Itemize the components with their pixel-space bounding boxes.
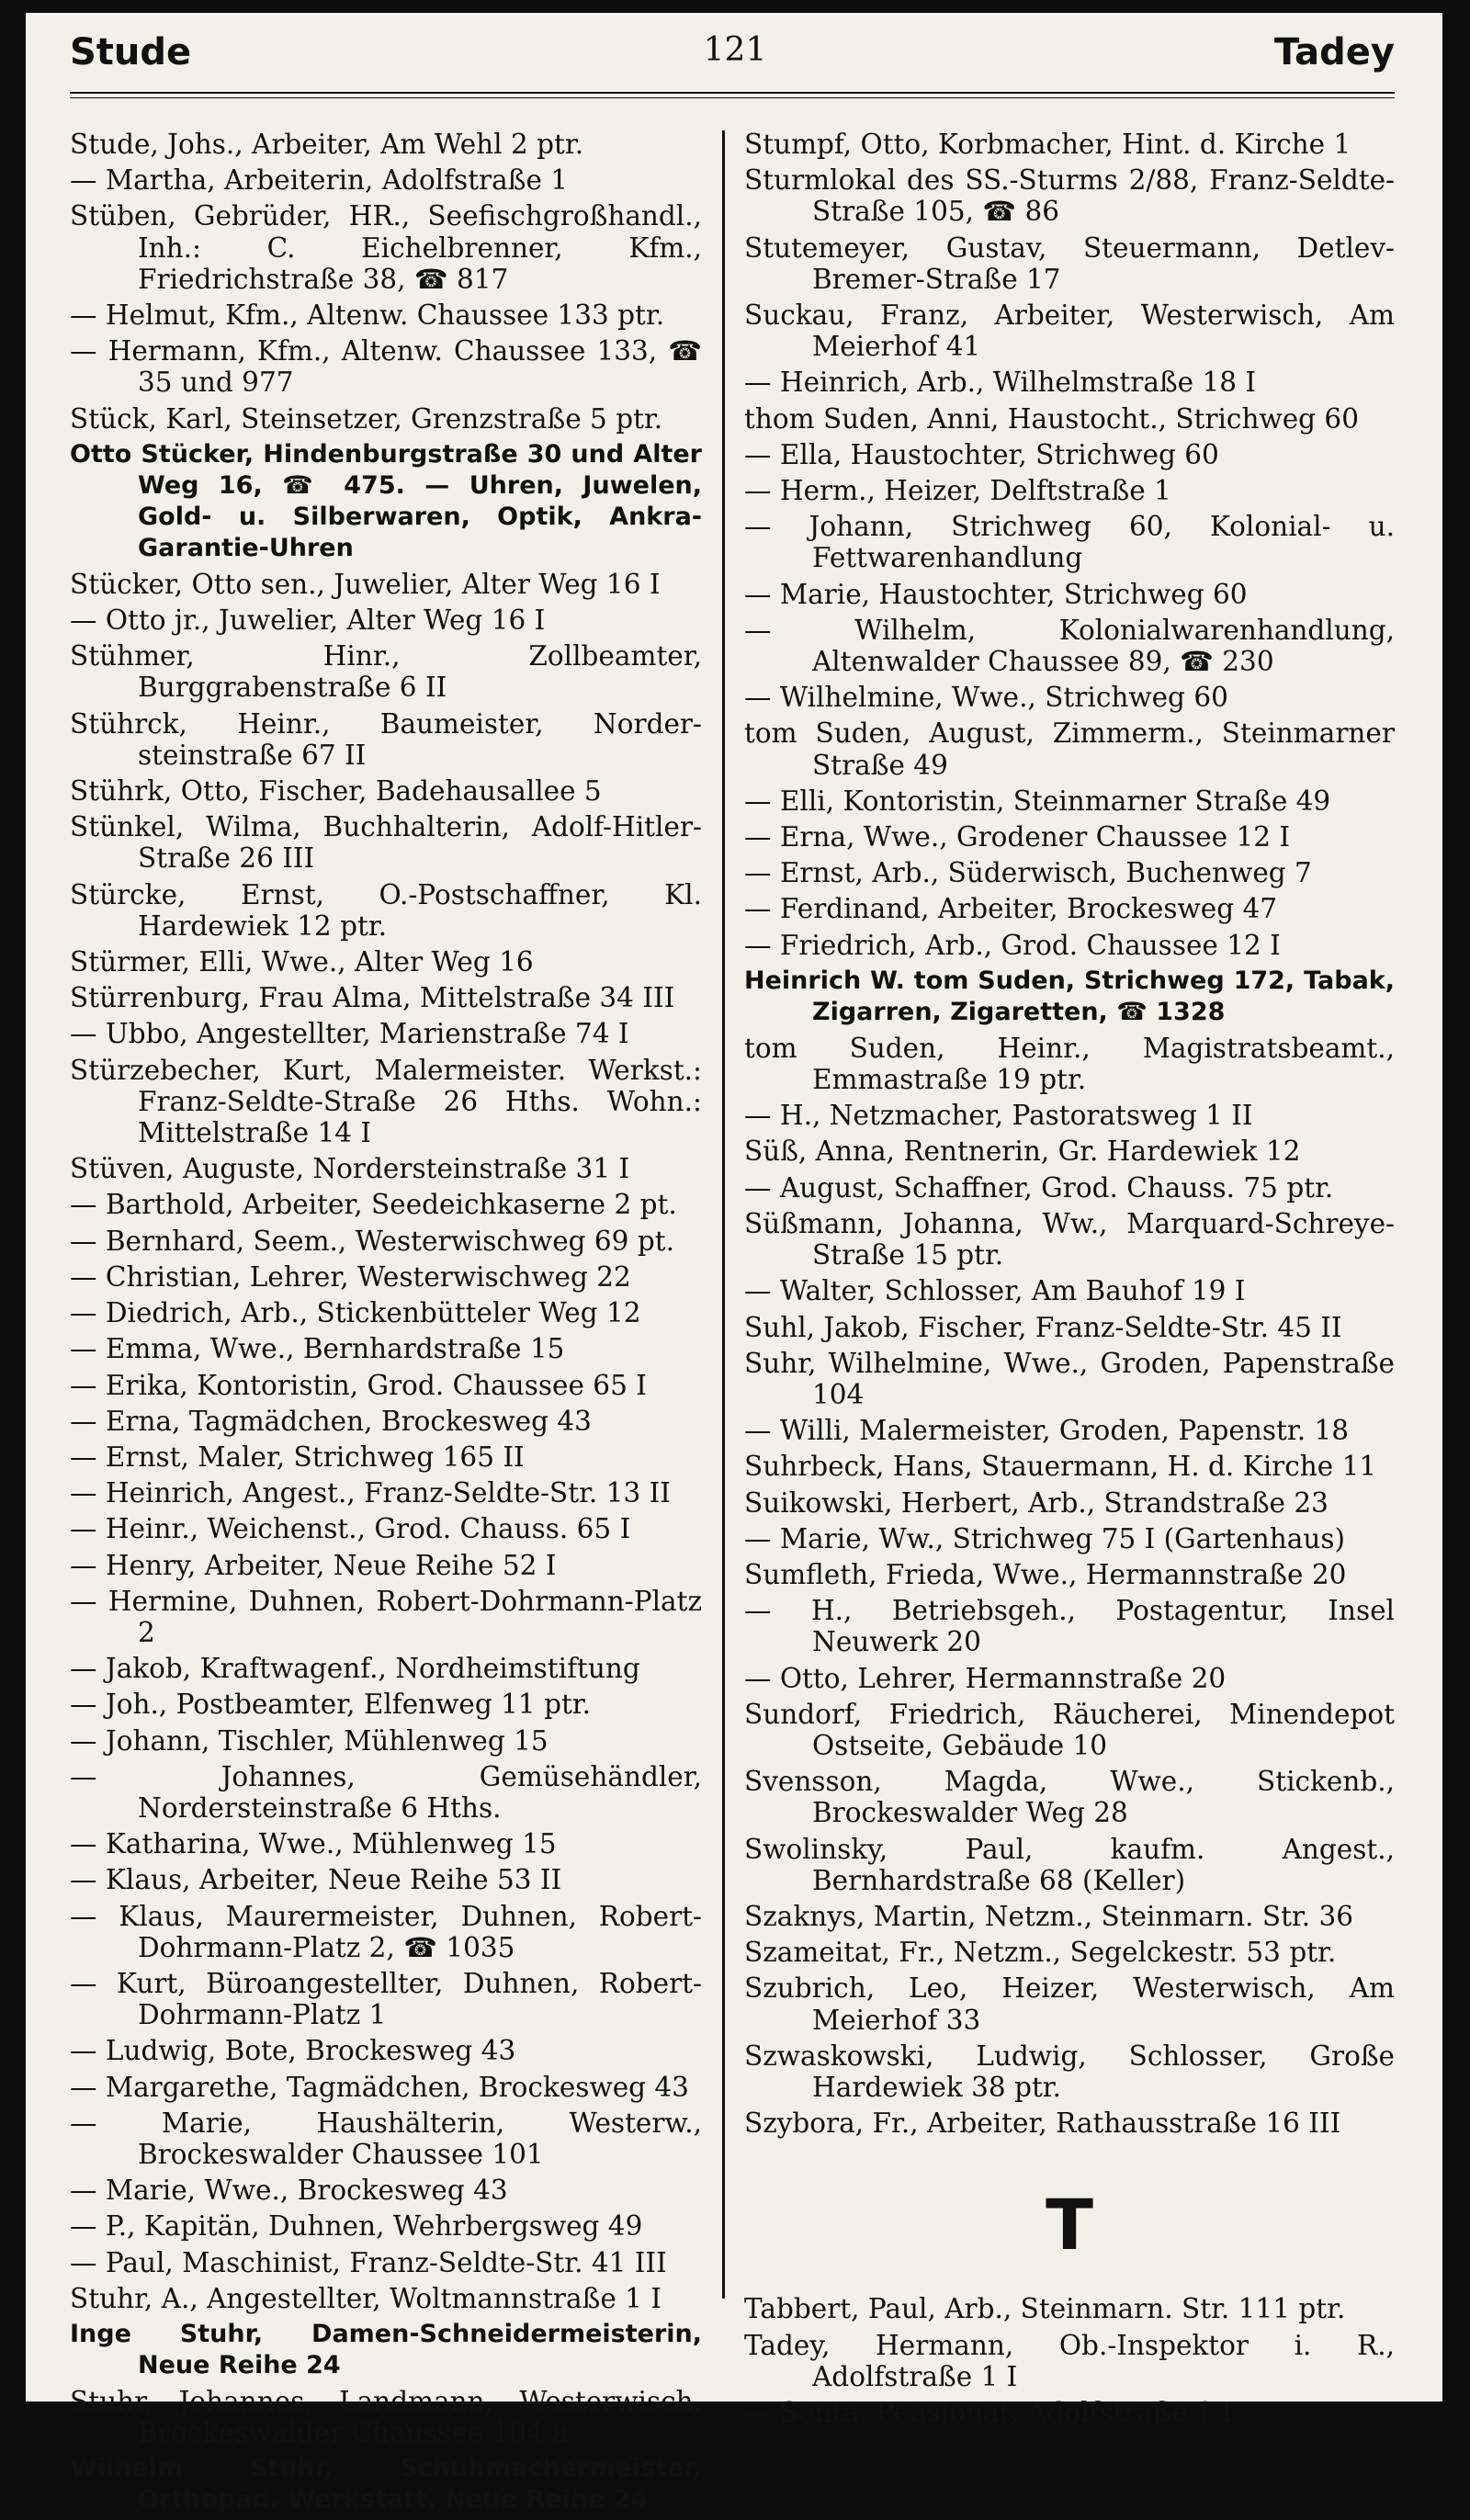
entry: Stutemeyer, Gustav, Steuermann, Detlev-Bremer-Straße 17 — [744, 232, 1395, 295]
entry: — Ella, Haustochter, Strichweg 60 — [744, 438, 1219, 470]
header-rule-thin — [70, 97, 1395, 98]
entry: — Katharina, Wwe., Mühlenweg 15 — [70, 1828, 557, 1860]
entry: — Henry, Arbeiter, Neue Reihe 52 I — [70, 1549, 557, 1581]
entry: Svensson, Magda, Wwe., Stickenb., Brockeswalder Weg 28 — [744, 1766, 1395, 1829]
entry: — Paul, Maschinist, Franz-Seldte-Str. 41 III — [70, 2246, 667, 2278]
entry: — Martha, Arbeiterin, Adolfstraße 1 — [70, 164, 569, 197]
entry: — Marie, Haustochter, Strichweg 60 — [744, 578, 1248, 610]
entry: Stuhr, A., Angestellter, Woltmannstraße 1 I — [70, 2282, 662, 2314]
entry: — Klaus, Maurermeister, Duhnen, Robert-Dohrmann-Platz 2, ☎ 1035 — [70, 1900, 702, 1963]
entry: Stünkel, Wilma, Buchhalterin, Adolf-Hitler-Straße 26 III — [70, 811, 702, 875]
entry: Stürcke, Ernst, O.-Postschaffner, Kl. Hardewiek 12 ptr. — [70, 878, 702, 942]
entry: — Herm., Heizer, Delftstraße 1 — [744, 475, 1171, 507]
entry: Sumfleth, Frieda, Wwe., Hermannstraße 20 — [744, 1558, 1347, 1590]
entry: — Marie, Wwe., Brockesweg 43 — [70, 2175, 508, 2207]
entry: — Helmut, Kfm., Altenw. Chaussee 133 ptr. — [70, 299, 665, 332]
entry: Suikowski, Herbert, Arb., Strandstraße 23 — [744, 1486, 1329, 1519]
entry: Stürmer, Elli, Wwe., Alter Weg 16 — [70, 946, 534, 978]
entry: — Johannes, Gemüsehändler, Nordersteinstraße 6 Hths. — [70, 1760, 702, 1824]
entry: Suhl, Jakob, Fischer, Franz-Seldte-Str. 45 II — [744, 1311, 1342, 1343]
entry: — Emma, Wwe., Bernhardstraße 15 — [70, 1333, 565, 1365]
entry: — Wilhelmine, Wwe., Strichweg 60 — [744, 682, 1228, 714]
entry: — Margarethe, Tagmädchen, Brockesweg 43 — [70, 2071, 689, 2103]
right-column — [744, 129, 1395, 2433]
entry: — Erna, Wwe., Grodener Chaussee 12 I — [744, 821, 1291, 853]
running-head-right: Tadey — [1274, 31, 1395, 73]
entry: — Barthold, Arbeiter, Seedeichkaserne 2 pt. — [70, 1189, 677, 1221]
entry: — Otto jr., Juwelier, Alter Weg 16 I — [70, 605, 546, 637]
entry: Tabbert, Paul, Arb., Steinmarn. Str. 111 ptr. — [744, 2293, 1346, 2325]
entry: — Ubbo, Angestellter, Marienstraße 74 I — [70, 1018, 629, 1050]
entry: Szubrich, Leo, Heizer, Westerwisch, Am Meierhof 33 — [744, 1972, 1395, 2036]
entry: Stüben, Gebrüder, HR., Seefischgroßhandl., Inh.: C. Eichelbrenner, Kfm., Friedrichstraße 38, ☎ 817 — [70, 200, 702, 295]
entry: Stührck, Heinr., Baumeister, Nordersteinstraße 67 II — [70, 707, 702, 771]
entry: — Hermann, Kfm., Altenw. Chaussee 133, ☎ 35 und 977 — [70, 335, 702, 399]
entry: — Hermine, Duhnen, Robert-Dohrmann-Platz 2 — [70, 1585, 702, 1648]
entry: Süßmann, Johanna, Ww., Marquard-Schreye-Straße 15 ptr. — [744, 1207, 1395, 1271]
entry: — August, Schaffner, Grod. Chauss. 75 ptr. — [744, 1171, 1334, 1203]
entry: — Otto, Lehrer, Hermannstraße 20 — [744, 1662, 1227, 1694]
entry: — Ludwig, Bote, Brockesweg 43 — [70, 2035, 516, 2067]
advert-entry: Heinrich W. tom Suden, Strichweg 172, Tabak, Zigarren, Zigaretten, ☎ 1328 — [744, 966, 1395, 1026]
entry: — P., Kapitän, Duhnen, Wehrbergsweg 49 — [70, 2210, 643, 2243]
entry: — Heinrich, Arb., Wilhelmstraße 18 I — [744, 367, 1257, 399]
entry: Stühmer, Hinr., Zollbeamter, Burggrabenstraße 6 II — [70, 640, 702, 704]
entry: — Ernst, Arb., Süderwisch, Buchenweg 7 — [744, 857, 1312, 889]
entry: — Ferdinand, Arbeiter, Brockesweg 47 — [744, 893, 1277, 925]
entry: Stürzebecher, Kurt, Malermeister. Werkst.: Franz-Seldte-Straße 26 Hths. Wohn.: Mittelstraße 14 I — [70, 1054, 702, 1149]
entry: Süß, Anna, Rentnerin, Gr. Hardewiek 12 — [744, 1136, 1301, 1168]
entry: Stuhr, Johannes, Landmann, Westerwisch, Brockeswalder Chaussee 104 a — [70, 2385, 702, 2449]
entry: — Christian, Lehrer, Westerwischweg 22 — [70, 1260, 631, 1293]
directory-page — [26, 13, 1442, 2514]
entry: — Bernhard, Seem., Westerwischweg 69 pt. — [70, 1225, 674, 1257]
entry: Szwaskowski, Ludwig, Schlosser, Große Hardewiek 38 ptr. — [744, 2040, 1395, 2103]
entry: Suhrbeck, Hans, Stauermann, H. d. Kirche 11 — [744, 1451, 1377, 1483]
entry: Sundorf, Friedrich, Räucherei, Minendepot Ostseite, Gebäude 10 — [744, 1698, 1395, 1761]
entry: Szameitat, Fr., Netzm., Segelckestr. 53 ptr. — [744, 1937, 1337, 1969]
entry: — Heinrich, Angest., Franz-Seldte-Str. 13 II — [70, 1477, 671, 1509]
entry: Szaknys, Martin, Netzm., Steinmarn. Str. 36 — [744, 1900, 1354, 1932]
entry: Szybora, Fr., Arbeiter, Rathausstraße 16 III — [744, 2108, 1341, 2140]
entry: — Joh., Postbeamter, Elfenweg 11 ptr. — [70, 1689, 592, 1721]
entry: Sturmlokal des SS.-Sturms 2/88, Franz-Seldte-Straße 105, ☎ 86 — [744, 164, 1395, 228]
entry: — Johann, Tischler, Mühlenweg 15 — [70, 1724, 548, 1757]
entry: — Senta, Pensionat, Adolfstraße 1 I — [744, 2396, 1233, 2428]
entry: Suckau, Franz, Arbeiter, Westerwisch, Am Meierhof 41 — [744, 299, 1395, 363]
entry: thom Suden, Anni, Haustocht., Strichweg 60 — [744, 402, 1359, 435]
entry: — Ernst, Maler, Strichweg 165 II — [70, 1441, 525, 1473]
entry: — Friedrich, Arb., Grod. Chaussee 12 I — [744, 929, 1281, 961]
header-rule — [70, 92, 1395, 94]
entry: — Wilhelm, Kolonialwarenhandlung, Altenwalder Chaussee 89, ☎ 230 — [744, 614, 1395, 678]
advert-entry: Otto Stücker, Hindenburgstraße 30 und Alter Weg 16, ☎ 475. — Uhren, Juwelen, Gold- u. Silberwaren, Optik, Ankra-Garantie-Uhren — [70, 439, 702, 562]
entry: tom Suden, Heinr., Magistratsbeamt., Emmastraße 19 ptr. — [744, 1032, 1395, 1096]
left-column — [70, 129, 702, 2520]
entry: — Diedrich, Arb., Stickenbütteler Weg 12 — [70, 1297, 641, 1329]
entry: — Heinr., Weichenst., Grod. Chauss. 65 I — [70, 1513, 631, 1545]
entry: — Erna, Tagmädchen, Brockesweg 43 — [70, 1405, 592, 1437]
entry: — Jakob, Kraftwagenf., Nordheimstiftung — [70, 1653, 640, 1685]
entry: Swolinsky, Paul, kaufm. Angest., Bernhardstraße 68 (Keller) — [744, 1833, 1395, 1896]
entry: Stücker, Otto sen., Juwelier, Alter Weg 16 I — [70, 568, 661, 600]
entry: — Kurt, Büroangestellter, Duhnen, Robert-Dohrmann-Platz 1 — [70, 1967, 702, 2031]
entry: Stüven, Auguste, Nordersteinstraße 31 I — [70, 1153, 630, 1185]
advert-entry: Inge Stuhr, Damen-Schneidermeisterin, Neue Reihe 24 — [70, 2319, 702, 2379]
entry: — Johann, Strichweg 60, Kolonial- u. Fettwarenhandlung — [744, 511, 1395, 574]
entry: Suhr, Wilhelmine, Wwe., Groden, Papenstraße 104 — [744, 1347, 1395, 1410]
entry: — H., Netzmacher, Pastoratsweg 1 II — [744, 1100, 1253, 1132]
entry: — Klaus, Arbeiter, Neue Reihe 53 II — [70, 1864, 562, 1896]
entry: — H., Betriebsgeh., Postagentur, Insel Neuwerk 20 — [744, 1595, 1395, 1658]
entry: Stück, Karl, Steinsetzer, Grenzstraße 5 ptr. — [70, 402, 663, 435]
entry: — Marie, Haushälterin, Westerw., Brockeswalder Chaussee 101 — [70, 2107, 702, 2170]
entry: — Willi, Malermeister, Groden, Papenstr. 18 — [744, 1415, 1350, 1447]
entry: Tadey, Hermann, Ob.-Inspektor i. R., Adolfstraße 1 I — [744, 2329, 1395, 2392]
page-number: 121 — [703, 31, 767, 69]
entry: Stumpf, Otto, Korbmacher, Hint. d. Kirche 1 — [744, 129, 1351, 160]
entry: — Elli, Kontoristin, Steinmarner Straße 49 — [744, 785, 1331, 817]
advert-entry: Wilhelm Stuhr, Schuhmachermeister, Orthopäd. Werkstatt, Neue Reihe 24 — [70, 2454, 702, 2514]
section-letter: T — [1046, 2184, 1093, 2266]
running-head-left: Stude — [70, 31, 192, 73]
entry: — Erika, Kontoristin, Grod. Chaussee 65 I — [70, 1369, 647, 1401]
entry: — Walter, Schlosser, Am Bauhof 19 I — [744, 1275, 1246, 1307]
entry: Stude, Johs., Arbeiter, Am Wehl 2 ptr. — [70, 129, 584, 160]
column-divider — [722, 130, 725, 2299]
entry: Stürrenburg, Frau Alma, Mittelstraße 34 III — [70, 982, 675, 1014]
entry: — Marie, Ww., Strichweg 75 I (Gartenhaus) — [744, 1522, 1345, 1554]
entry: tom Suden, August, Zimmerm., Steinmarner Straße 49 — [744, 718, 1395, 781]
entry: Stührk, Otto, Fischer, Badehausallee 5 — [70, 775, 602, 808]
